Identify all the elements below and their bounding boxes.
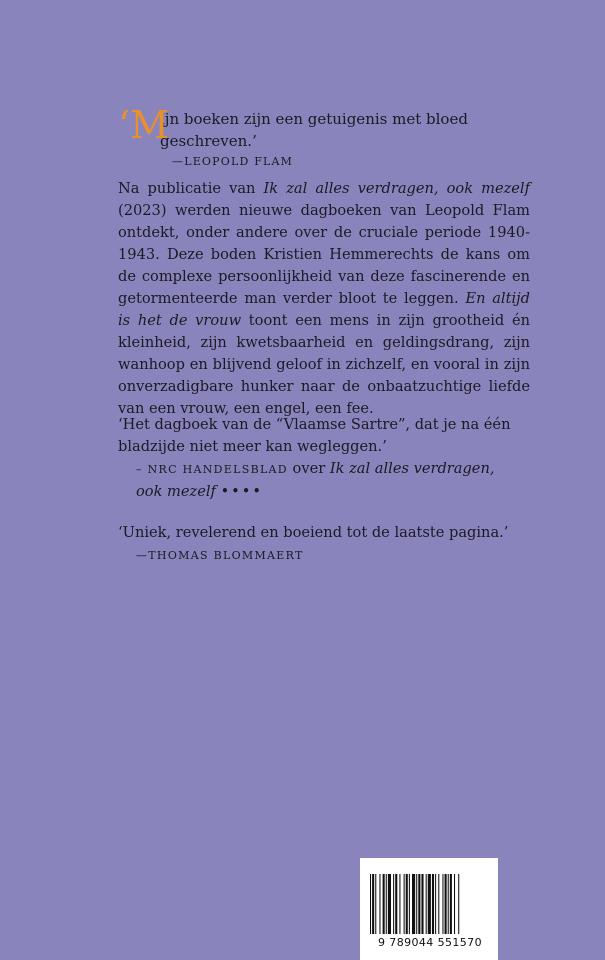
book-title-previous: Ik zal alles verdragen, ook mezelf bbox=[263, 180, 530, 197]
barcode-bar bbox=[395, 874, 397, 934]
barcode-bar bbox=[442, 874, 443, 934]
barcode-bar bbox=[454, 874, 455, 934]
review-quote: ‘Uniek, revelerend en boeiend tot de laatste pagina.’ bbox=[118, 524, 509, 541]
blurb-paragraph: Na publicatie van Ik zal alles verdragen, ook mezelf (2023) werden nieuwe dagboeken van Leopold Flam ontdekt, onder andere over de cruciale periode 1940-1943. Deze boden Kristien Hemmerechts de kans om de complexe persoonlijkheid van deze fascinerende en getormenteerde man verder bloot te leggen. En altijd is het de vrouw toont een mens in zijn grootheid én kleinheid, zijn kwetsbaarheid en geldingsdrang, zijn wanhoop en blijvend geloof in zichzelf, en vooral in zijn onverzadigbare hunker naar de onbaatzuchtige liefde van een vrouw, een engel, een fee. bbox=[118, 180, 530, 417]
barcode-bar bbox=[450, 874, 452, 934]
review-attribution: – NRC HANDELSBLAD over Ik zal alles verdragen, bbox=[136, 460, 495, 477]
review-quote: ‘Het dagboek van de “Vlaamse Sartre”, dat je na één bladzijde niet meer kan wegleggen.’ bbox=[118, 416, 511, 455]
barcode-bar bbox=[370, 874, 371, 934]
barcode-bar bbox=[416, 874, 417, 934]
barcode-bar bbox=[393, 874, 394, 934]
blurb bbox=[118, 178, 530, 420]
review-attribution: —THOMAS BLOMMAERT bbox=[136, 549, 304, 562]
lead-quote-text: ijn boeken zijn een getuigenis met bloed geschreven.’ bbox=[160, 110, 468, 150]
review-nrc bbox=[118, 414, 538, 503]
barcode-bar bbox=[409, 874, 410, 934]
lead-quote-attribution: —LEOPOLD FLAM bbox=[172, 155, 294, 168]
barcode-bar bbox=[445, 874, 447, 934]
barcode-bar bbox=[435, 874, 436, 934]
barcode-bar bbox=[404, 874, 405, 934]
barcode-bar bbox=[386, 874, 387, 934]
isbn-number: 9 789044 551570 bbox=[378, 936, 482, 949]
drop-cap: ‘M bbox=[118, 103, 169, 147]
barcode-bar bbox=[432, 874, 434, 934]
review-attribution-cont: ook mezelf •••• bbox=[136, 483, 264, 500]
book-title: En altijd is het de vrouw bbox=[118, 290, 530, 329]
review-blommaert bbox=[118, 522, 538, 567]
barcode-bar bbox=[458, 874, 459, 934]
barcode-bar bbox=[448, 874, 449, 934]
barcode-bar bbox=[418, 874, 420, 934]
barcode-bar bbox=[428, 874, 431, 934]
barcode-bar bbox=[399, 874, 400, 934]
barcode-bar bbox=[379, 874, 380, 934]
barcode-bar bbox=[383, 874, 385, 934]
barcode-bar bbox=[412, 874, 415, 934]
rating-dots: •••• bbox=[220, 483, 264, 500]
barcode-bar bbox=[388, 874, 391, 934]
barcode-bar bbox=[375, 874, 376, 934]
barcode-bar bbox=[438, 874, 439, 934]
barcode-bars bbox=[370, 874, 488, 934]
lead-quote bbox=[118, 103, 538, 172]
barcode bbox=[360, 858, 498, 960]
barcode-bar bbox=[421, 874, 423, 934]
barcode-bar bbox=[406, 874, 408, 934]
barcode-bar bbox=[372, 874, 374, 934]
barcode-bar bbox=[426, 874, 427, 934]
